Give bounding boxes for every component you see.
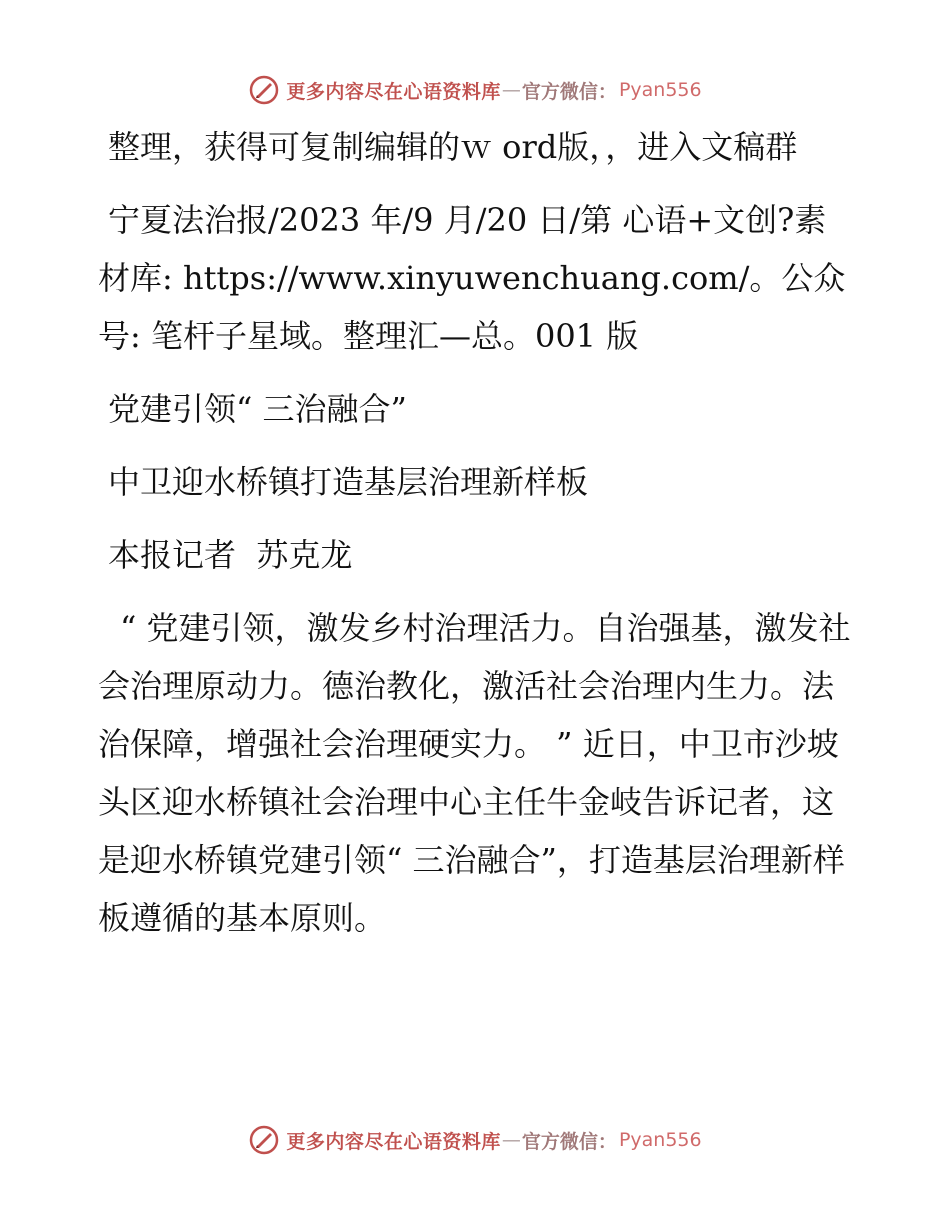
headline-line-2: 中卫迎水桥镇打造基层治理新样板 [108, 463, 589, 501]
quill-logo-icon [248, 1124, 280, 1156]
source-paragraph: 宁夏法治报/2023 年/9 月/20 日/第 心语+文创?素材库: https://www.xinyuwenchuang.com/。公众号: 笔杆子星域。整理汇—总。001 版 [98, 201, 846, 355]
header-banner [0, 70, 950, 110]
footer-banner-dash: — [501, 1129, 521, 1151]
header-banner-id: Pyan556 [618, 79, 702, 101]
quill-logo-icon [248, 74, 280, 106]
header-banner-wechat: 官方微信： [521, 80, 617, 103]
intro-paragraph: 整理，获得可复制编辑的ｗ ord版，，进入文稿群 [108, 128, 798, 166]
header-banner-dash: — [501, 79, 521, 101]
footer-banner-wechat: 官方微信： [521, 1130, 617, 1153]
footer-banner-id: Pyan556 [618, 1129, 702, 1151]
headline-line-1: 党建引领“ 三治融合” [108, 390, 407, 428]
body-paragraph: “ 党建引领，激发乡村治理活力。自治强基，激发社会治理原动力。德治教化，激活社会治理内生力。法治保障，增强社会治理硬实力。 ” 近日，中卫市沙坡头区迎水桥镇社会治理中心主任牛金岐告诉记者，这是迎水桥镇党建引领“ 三治融合”，打造基层治理新样板遵循的基本原则。 [98, 609, 851, 937]
byline: 本报记者 苏克龙 [108, 536, 353, 574]
header-banner-title: 更多内容尽在心语资料库 [286, 80, 501, 103]
footer-banner-title: 更多内容尽在心语资料库 [286, 1130, 501, 1153]
footer-banner [0, 1120, 950, 1160]
document-body [98, 118, 858, 962]
